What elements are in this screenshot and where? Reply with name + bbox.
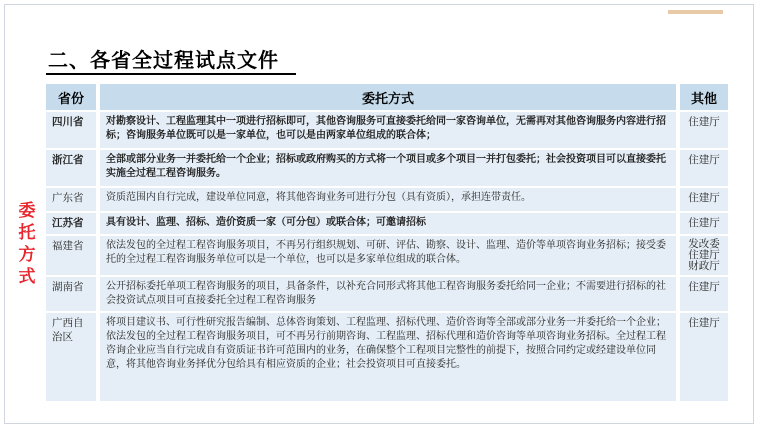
side-label-char: 托: [18, 223, 36, 243]
title-underline: [46, 73, 296, 75]
province-cell: 四川省: [46, 111, 96, 149]
province-cell: 浙江省: [46, 149, 96, 187]
method-cell: 具有设计、监理、招标、造价资质一家（可分包）或联合体；可邀请招标: [100, 212, 676, 235]
table-row: [46, 111, 728, 149]
header-province: 省份: [46, 84, 96, 111]
top-accent-bar: [668, 10, 723, 14]
other-value: 住建厅: [688, 249, 720, 261]
province-cell: 湖南省: [46, 276, 96, 312]
other-cell: 住建厅: [680, 276, 728, 312]
other-cell: [680, 235, 728, 276]
other-cell: 住建厅: [680, 312, 728, 402]
province-cell: 江苏省: [46, 212, 96, 235]
other-value: 发改委: [688, 238, 720, 250]
header-method: 委托方式: [100, 84, 676, 111]
province-cell: 广东省: [46, 187, 96, 212]
table-row: [46, 276, 728, 312]
table-row: [46, 149, 728, 187]
method-cell: 将项目建议书、可行性研究报告编制、总体咨询策划、工程监理、招标代理、造价咨询等全部或部分业务一并委托给一个企业；依法发包的全过程工程咨询服务项目，可不再另行前期咨询、工程监理、招标代理和造价咨询等单项咨询业务招标。全过程工程咨询企业应当自行完成自有资质证书许可范围内的业务，在确保整个工程项目完整性的前提下，按照合同约定或经建设单位同意，将其他咨询业务择优分包给具有相应资质的企业；社会投资项目可直接委托。: [100, 312, 676, 402]
table-row: [46, 312, 728, 402]
other-cell: 住建厅: [680, 149, 728, 187]
method-cell: 全部或部分业务一并委托给一个企业；招标或政府购买的方式将一个项目或多个项目一并打包委托；社会投资项目可以直接委托实施全过程工程咨询服务。: [100, 149, 676, 187]
method-cell: 资质范围内自行完成，建设单位同意，将其他咨询业务可进行分包（具有资质），承担连带责任。: [100, 187, 676, 212]
other-value: 财政厅: [688, 260, 720, 272]
other-cell: 住建厅: [680, 111, 728, 149]
method-cell: 对勘察设计、工程监理其中一项进行招标即可，其他咨询服务可直接委托给同一家咨询单位，无需再对其他咨询服务内容进行招标；咨询服务单位既可以是一家单位，也可以是由两家单位组成的联合体；: [100, 111, 676, 149]
side-label: [16, 200, 38, 288]
side-label-char: 式: [18, 267, 36, 287]
table-header-row: [46, 84, 728, 111]
header-other: 其他: [680, 84, 728, 111]
other-cell: 住建厅: [680, 187, 728, 212]
method-cell: 公开招标委托单项工程咨询服务的项目，具备条件，以补充合同形式将其他工程咨询服务委托给同一企业；不需要进行招标的社会投资试点项目可直接委托全过程工程咨询服务: [100, 276, 676, 312]
page-title: 二、各省全过程试点文件: [48, 48, 279, 72]
table-row: [46, 187, 728, 212]
table-row: [46, 212, 728, 235]
side-label-char: 委: [18, 201, 36, 221]
side-label-char: 方: [18, 245, 36, 265]
province-cell: 福建省: [46, 235, 96, 276]
other-cell: 住建厅: [680, 212, 728, 235]
province-table: [46, 84, 728, 403]
method-cell: 依法发包的全过程工程咨询服务项目，不再另行组织规划、可研、评估、勘察、设计、监理、造价等单项咨询业务招标；接受委托的全过程工程咨询服务单位可以是一个单位，也可以是多家单位组成的联合体。: [100, 235, 676, 276]
table-row: [46, 235, 728, 276]
province-cell: 广西自治区: [46, 312, 96, 402]
